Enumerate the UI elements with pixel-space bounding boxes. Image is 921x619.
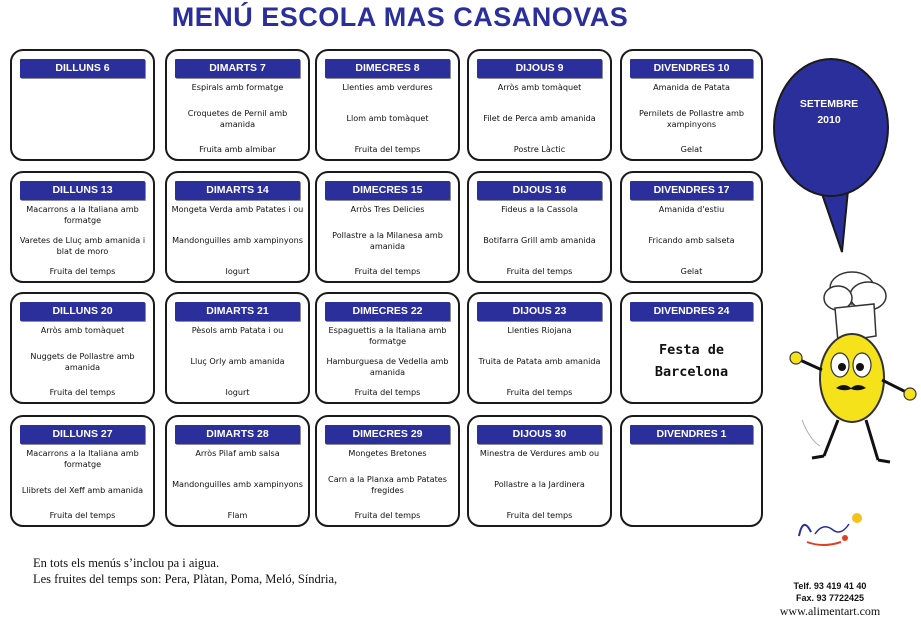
dish-item: Llom amb tomàquet (346, 113, 429, 124)
dish-item: Espaguettis a la Italiana amb formatge (328, 325, 447, 346)
dish-item: Pernilets de Pollastre amb xampinyons (638, 107, 745, 129)
dish-item: Gelat (680, 144, 703, 155)
dish-item: Truita de Patata amb amanida (478, 356, 601, 367)
page-title: MENÚ ESCOLA MAS CASANOVAS (171, 2, 629, 32)
day-header: DIJOUS 23 (477, 302, 602, 321)
day-header: DIVENDRES 17 (630, 181, 753, 200)
dish-item: Arròs amb tomàquet (40, 325, 125, 335)
dish-item: Minestra de Verdures amb ou (479, 448, 600, 458)
dish-item: Lluç Orly amb amanida (190, 356, 285, 367)
dish-item: Pollastre a la Jardinera (494, 479, 585, 490)
day-header: DIVENDRES 10 (630, 59, 753, 78)
dish-item: Amanida de Patata (653, 82, 730, 92)
dish-item: Varetes de Lluç amb amanida i blat de moro (19, 235, 146, 256)
dish-item: Filet de Perca amb amanida (483, 113, 596, 124)
day-header: DILLUNS 13 (20, 181, 145, 200)
dish-item: Fruita del temps (354, 266, 421, 277)
dish-item: Fricando amb salseta (648, 235, 735, 246)
dish-item: Fideus a la Cassola (501, 204, 578, 214)
contact-info (760, 580, 900, 604)
dish-item: Macarrons a la Italiana amb formatge (26, 448, 139, 469)
footer-notes (33, 555, 337, 588)
dish-item: Carn a la Planxa amb Patates fregides (328, 473, 447, 495)
day-header: DIMECRES 22 (325, 302, 450, 321)
day-header: DIVENDRES 24 (630, 302, 753, 321)
dish-item: Pollastre a la Milanesa amb amanida (332, 229, 443, 251)
day-header: DIJOUS 16 (477, 181, 602, 200)
day-header: DIMECRES 8 (325, 59, 450, 78)
fax-number: Fax. 93 7722425 (795, 593, 865, 604)
dish-item: Espirals amb formatge (191, 82, 284, 92)
dish-item: Botifarra Grill amb amanida (483, 235, 596, 246)
website-link[interactable]: www.alimentart.com (779, 604, 881, 618)
dish-item: Gelat (680, 266, 703, 277)
day-header: DILLUNS 6 (20, 59, 145, 78)
holiday-label-line: Barcelona (654, 363, 729, 380)
dish-item: Croquetes de Pernil amb amanida (187, 107, 288, 129)
day-header: DIMECRES 29 (325, 425, 450, 444)
dish-item: Fruita del temps (49, 387, 116, 398)
day-header: DIMARTS 7 (175, 59, 300, 78)
dish-item: Fruita del temps (506, 266, 573, 277)
day-header: DIMARTS 14 (175, 181, 300, 200)
dish-item: Hamburguesa de Vedella amb amanida (326, 356, 449, 377)
dish-item: Macarrons a la Italiana amb formatge (26, 204, 139, 225)
dish-item: Fruita del temps (354, 144, 421, 155)
dish-item: Amanida d'estiu (658, 204, 725, 214)
dish-item: Fruita del temps (49, 510, 116, 521)
dish-item: Fruita del temps (506, 387, 573, 398)
dish-item: Arròs Tres Delicies (350, 204, 425, 214)
dish-item: Pèsols amb Patata i ou (191, 325, 284, 335)
dish-item: Mongetes Bretones (348, 448, 427, 458)
phone-number: Telf. 93 419 41 40 (793, 581, 867, 591)
dish-item: Nuggets de Pollastre amb amanida (30, 350, 135, 372)
day-header: DIMARTS 28 (175, 425, 300, 444)
day-header: DILLUNS 27 (20, 425, 145, 444)
dish-item: Fruita del temps (354, 510, 421, 521)
day-header: DIJOUS 30 (477, 425, 602, 444)
dish-item: Iogurt (225, 387, 250, 398)
month-label (780, 96, 878, 129)
dish-item: Postre Làctic (513, 144, 566, 155)
day-header: DIJOUS 9 (477, 59, 602, 78)
chef-mascot-icon (780, 270, 920, 510)
notes-line-2: Les fruites del temps son: Pera, Plàtan, Poma, Meló, Síndria, (33, 572, 338, 587)
month-name: SETEMBRE (799, 98, 859, 110)
day-header: DIMARTS 21 (175, 302, 300, 321)
dish-item: Iogurt (225, 266, 250, 277)
dish-item: Fruita del temps (49, 266, 116, 277)
alimentart-logo-icon (793, 508, 873, 553)
month-year: 2010 (817, 114, 841, 127)
dish-item: Mongeta Verda amb Patates i ou (171, 204, 304, 214)
dish-item: Llenties Riojana (507, 325, 572, 335)
day-header: DIMECRES 15 (325, 181, 450, 200)
dish-item: Llenties amb verdures (342, 82, 433, 92)
dish-item: Llibrets del Xeff amb amanida (21, 484, 144, 495)
dish-item: Flam (227, 510, 248, 521)
dish-item: Arròs Pilaf amb salsa (195, 448, 280, 458)
dish-item: Mandonguilles amb xampinyons (172, 235, 303, 246)
dish-item: Arròs amb tomàquet (497, 82, 582, 92)
dish-item: Fruita amb almibar (199, 144, 276, 155)
dish-item: Fruita del temps (354, 387, 421, 398)
day-header: DIVENDRES 1 (630, 425, 753, 444)
notes-line-1: En tots els menús s’inclou pa i aigua. (33, 556, 220, 570)
day-header: DILLUNS 20 (20, 302, 145, 321)
dish-item: Mandonguilles amb xampinyons (172, 479, 303, 490)
dish-item: Fruita del temps (506, 510, 573, 521)
holiday-label-line: Festa de (658, 341, 725, 358)
